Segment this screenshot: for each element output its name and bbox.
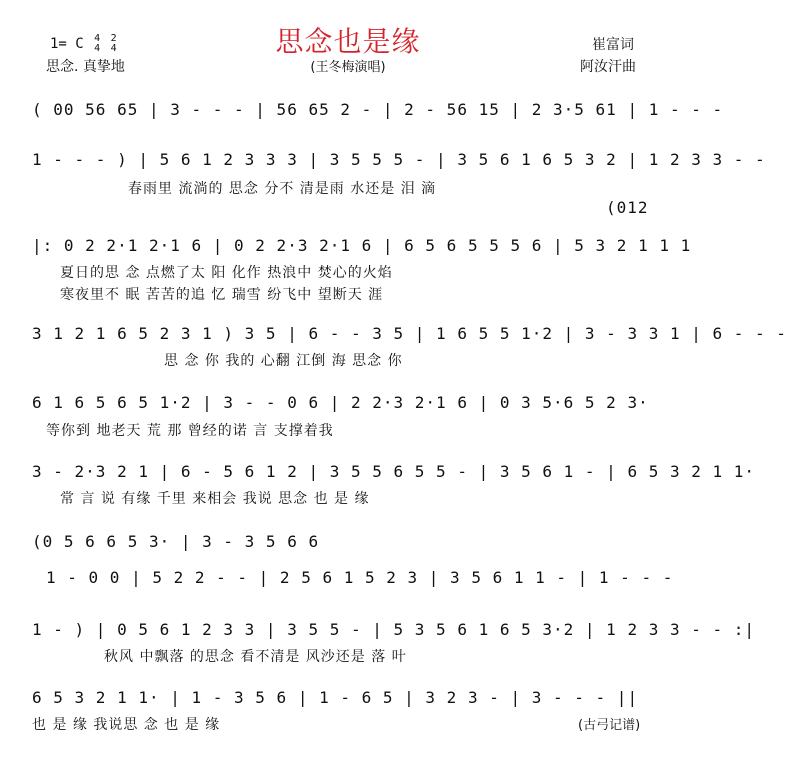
lyric-line-7: 也 是 缘 我说思 念 也 是 缘 xyxy=(32,717,221,733)
lyric-line-3: 思 念 你 我的 心翻 江倒 海 思念 你 xyxy=(164,353,403,369)
score-line-6: 3 - 2·3 2 1 | 6 - 5 6 1 2 | 3 5 5 6 5 5 - | 3 5 6 1 - | 6 5 3 2 1 1· xyxy=(32,462,756,481)
composer: 阿汝汗曲 xyxy=(580,59,636,75)
score-line-10: 6 5 3 2 1 1· | 1 - 3 5 6 | 1 - 6 5 | 3 2 3 - | 3 - - - || xyxy=(32,688,639,707)
lyric-line-1: 春雨里 流淌的 思念 分不 清是雨 水还是 泪 滴 xyxy=(128,181,437,197)
score-line-7: (0 5 6 6 5 3· | 3 - 3 5 6 6 xyxy=(32,532,320,551)
lyric-line-2a: 夏日的思 念 点燃了太 阳 化作 热浪中 焚心的火焰 xyxy=(60,265,393,281)
score-line-3: |: 0 2 2·1 2·1 6 | 0 2 2·3 2·1 6 | 6 5 6 5 5 5 6 | 5 3 2 1 1 1 xyxy=(32,236,692,255)
score-line-4: 3 1 2 1 6 5 2 3 1 ) 3 5 | 6 - - 3 5 | 1 6 5 5 1·2 | 3 - 3 3 1 | 6 - - - xyxy=(32,324,787,343)
score-line-2: 1 - - - ) | 5 6 1 2 3 3 3 | 3 5 5 5 - | 3 5 6 1 6 5 3 2 | 1 2 3 3 - - xyxy=(32,150,766,169)
time-signature-2-4: 2 4 xyxy=(110,33,117,54)
singer-credit: (王冬梅演唱) xyxy=(310,60,386,75)
score-line-8: 1 - 0 0 | 5 2 2 - - | 2 5 6 1 5 2 3 | 3 5 6 1 1 - | 1 - - - xyxy=(46,568,674,587)
key-text: 1= C xyxy=(50,36,84,52)
lyric-line-5: 常 言 说 有缘 千里 来相会 我说 思念 也 是 缘 xyxy=(60,491,370,507)
pickup-phrase: (012 xyxy=(606,198,649,217)
transcriber-credit: (古弓记谱) xyxy=(578,718,641,733)
lyric-line-4: 等你到 地老天 荒 那 曾经的诺 言 支撑着我 xyxy=(46,423,334,439)
lyric-line-6: 秋风 中飘落 的思念 看不清是 风沙还是 落 叶 xyxy=(104,649,407,665)
song-title: 思念也是缘 xyxy=(275,25,421,58)
score-line-1: ( 00 56 65 | 3 - - - | 56 65 2 - | 2 - 56 15 | 2 3·5 61 | 1 - - - xyxy=(32,100,724,119)
time-signature-4-4: 4 4 xyxy=(94,33,101,54)
lyric-line-2b: 寒夜里不 眠 苦苦的追 忆 瑞雪 纷飞中 望断天 涯 xyxy=(60,287,384,303)
score-line-5: 6 1 6 5 6 5 1·2 | 3 - - 0 6 | 2 2·3 2·1 6 | 0 3 5·6 5 2 3· xyxy=(32,393,649,412)
key-signature xyxy=(50,34,117,54)
lyricist: 崔富词 xyxy=(592,37,634,53)
score-line-9: 1 - ) | 0 5 6 1 2 3 3 | 3 5 5 - | 5 3 5 6 1 6 5 3·2 | 1 2 3 3 - - :| xyxy=(32,620,756,639)
performance-direction: 思念. 真挚地 xyxy=(46,59,125,75)
